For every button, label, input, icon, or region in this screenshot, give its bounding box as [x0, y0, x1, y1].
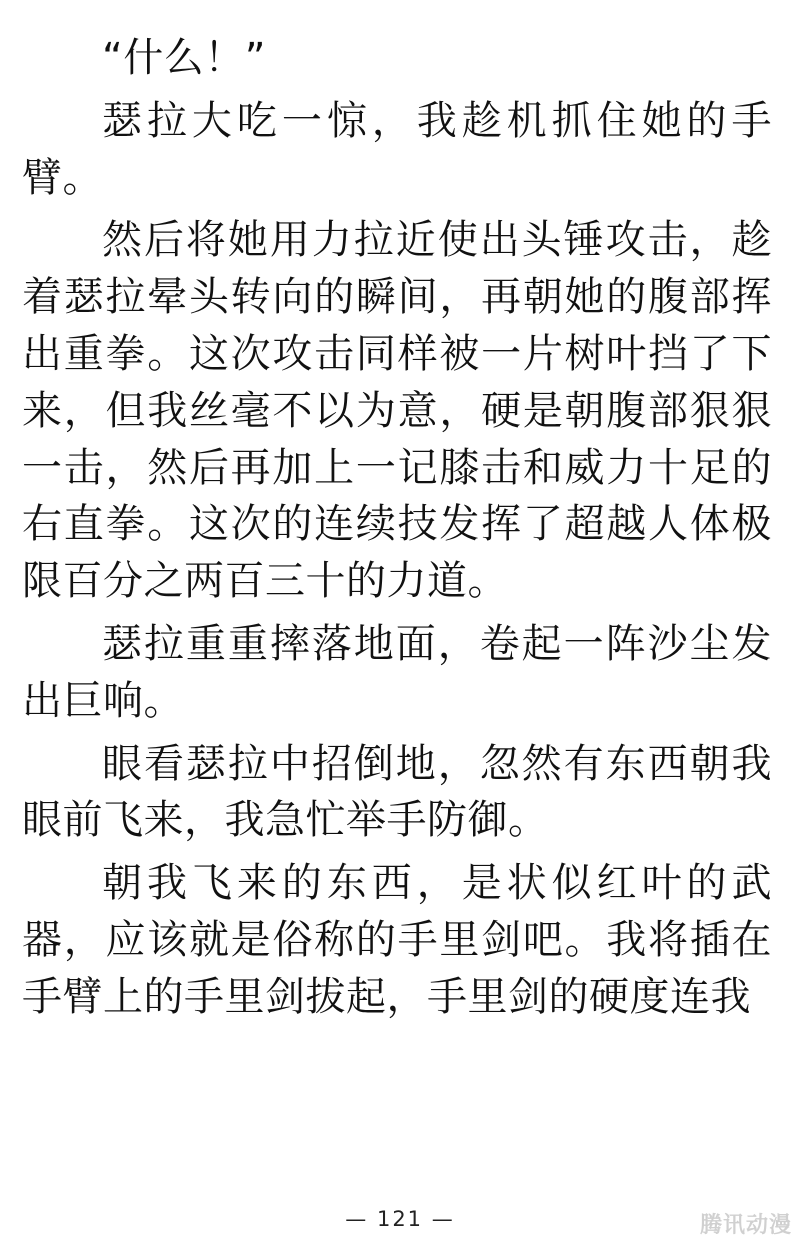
watermark: 腾讯动漫	[699, 1213, 792, 1238]
paragraph: 瑟拉大吃一惊，我趁机抓住她的手臂。	[22, 97, 772, 201]
paragraph: 眼看瑟拉中招倒地，忽然有东西朝我眼前飞来，我急忙举手防御。	[22, 740, 772, 844]
paragraph: 然后将她用力拉近使出头锤攻击，趁着瑟拉晕头转向的瞬间，再朝她的腹部挥出重拳。这次攻击同样被一片树叶挡了下来，但我丝毫不以为意，硬是朝腹部狠狠一击，然后再加上一记膝击和威力十足的右直拳。这次的连续技发挥了超越人体极限百分之两百三十的力道。	[22, 217, 772, 605]
page-number: — 121 —	[345, 1207, 455, 1231]
paragraph: 朝我飞来的东西，是状似红叶的武器，应该就是俗称的手里剑吧。我将插在手臂上的手里剑拔起，手里剑的硬度连我	[22, 860, 772, 1020]
paragraph: “什么！”	[102, 35, 266, 81]
page-body-text	[22, 30, 772, 1026]
paragraph: 瑟拉重重摔落地面，卷起一阵沙尘发出巨响。	[22, 620, 772, 724]
